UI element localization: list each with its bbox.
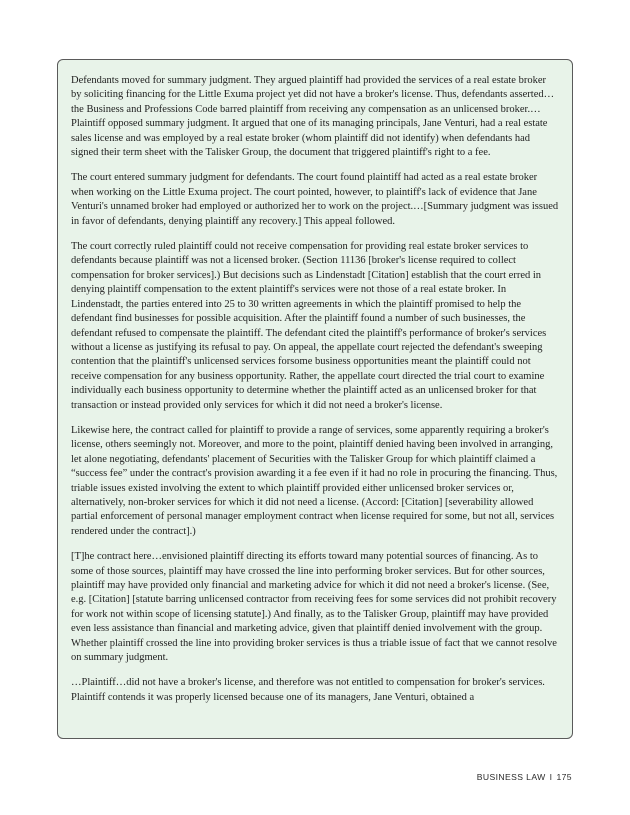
footer-book-title: BUSINESS LAW — [476, 772, 546, 782]
case-excerpt-box — [57, 59, 573, 739]
footer-page-number: 175 — [556, 772, 572, 782]
page-footer — [477, 772, 572, 782]
footer-separator: I — [549, 772, 553, 782]
paragraph-6: …Plaintiff…did not have a broker's license, and therefore was not entitled to compensation for broker's services. Plaintiff contends it was properly licensed because one of its managers, Jane Venturi, obtained a — [71, 677, 545, 703]
paragraph-2: The court entered summary judgment for defendants. The court found plaintiff had acted as a real estate broker when working on the Little Exuma project. The court pointed, however, to plaintiff's lack of evidence that Jane Venturi's unnamed broker had employed or authorized her to work on the project.…[Summary judgment was issued in favor of defendants, denying plaintiff any recovery.] This appeal followed. — [71, 172, 559, 227]
paragraph-3: The court correctly ruled plaintiff could not receive compensation for providing real estate broker services to defendants because plaintiff was not a licensed broker. (Section 11136 [broker's license required to collect compensation for broker services].) But decisions such as Lindenstadt [Citation] establish that the court erred in denying plaintiff compensation to the extent plaintiff's services were not those of a real estate broker. In Lindenstadt, the parties entered into 25 to 30 written agreements in which the plaintiff promised to help the defendant find businesses for possible acquisition. After the plaintiff found a number of such businesses, the defendant refused to compensate the plaintiff. The defendant cited the plaintiff's performance of broker's services without a license as justifying its refusal to pay. On appeal, the appellate court rejected the defendant's sweeping contention that the plaintiff's unlicensed services forsome business opportunities meant the plaintiff could not receive compensation for any business opportunity. Rather, the appellate court directed the trial court to examine individually each business opportunity to determine whether the plaintiff acted as an unlicensed broker for that transaction or instead provided only services for which it did not need a broker's license. — [71, 241, 547, 411]
paragraph-4: Likewise here, the contract called for plaintiff to provide a range of services, some apparently requiring a broker's license, others seemingly not. Moreover, and more to the point, plaintiff denied having been involved in arranging, let alone negotiating, defendants' placement of Securities with the Talisker Group for which plaintiff claimed a “success fee” under the contract's provision awarding it a fee even if it had no role in procuring the financing. Thus, triable issues existed involving the extent to which plaintiff provided either unlicensed broker services or, alternatively, non-broker services for which it did not need a license. (Accord: [Citation] [severability allowed partial enforcement of personal manager employment contract when license required for some, but not all, services rendered under the contract].) — [71, 424, 558, 537]
paragraph-1: Defendants moved for summary judgment. They argued plaintiff had provided the services of a real estate broker by soliciting financing for the Little Exuma project yet did not have a broker's license. Thus, defendants asserted…the Business and Professions Code barred plaintiff from receiving any compensation as an unlicensed broker.…Plaintiff opposed summary judgment. It argued that one of its managing principals, Jane Venturi, had a real estate sales license and was employed by a real estate broker (whom plaintiff did not identify) when defendants had signed their term sheet with the Talisker Group, the document that triggered plaintiff's right to a fee. — [71, 75, 555, 159]
paragraph-5: [T]he contract here…envisioned plaintiff directing its efforts toward many potential sources of financing. As to some of those sources, plaintiff may have crossed the line into performing broker services. But for other sources, plaintiff may have provided only financial and marketing advice for which it did not need a broker's license. (See, e.g. [Citation] [statute barring unlicensed contractor from receiving fees for some services did not prohibit recovery for work not within scope of licensing statute].) And finally, as to the Talisker Group, plaintiff may have provided even less assistance than financial and marketing advice, given that plaintiff denied involvement with the group. Whether plaintiff crossed the line into providing broker services is thus a triable issue of fact that we cannot resolve on summary judgment. — [71, 551, 557, 664]
